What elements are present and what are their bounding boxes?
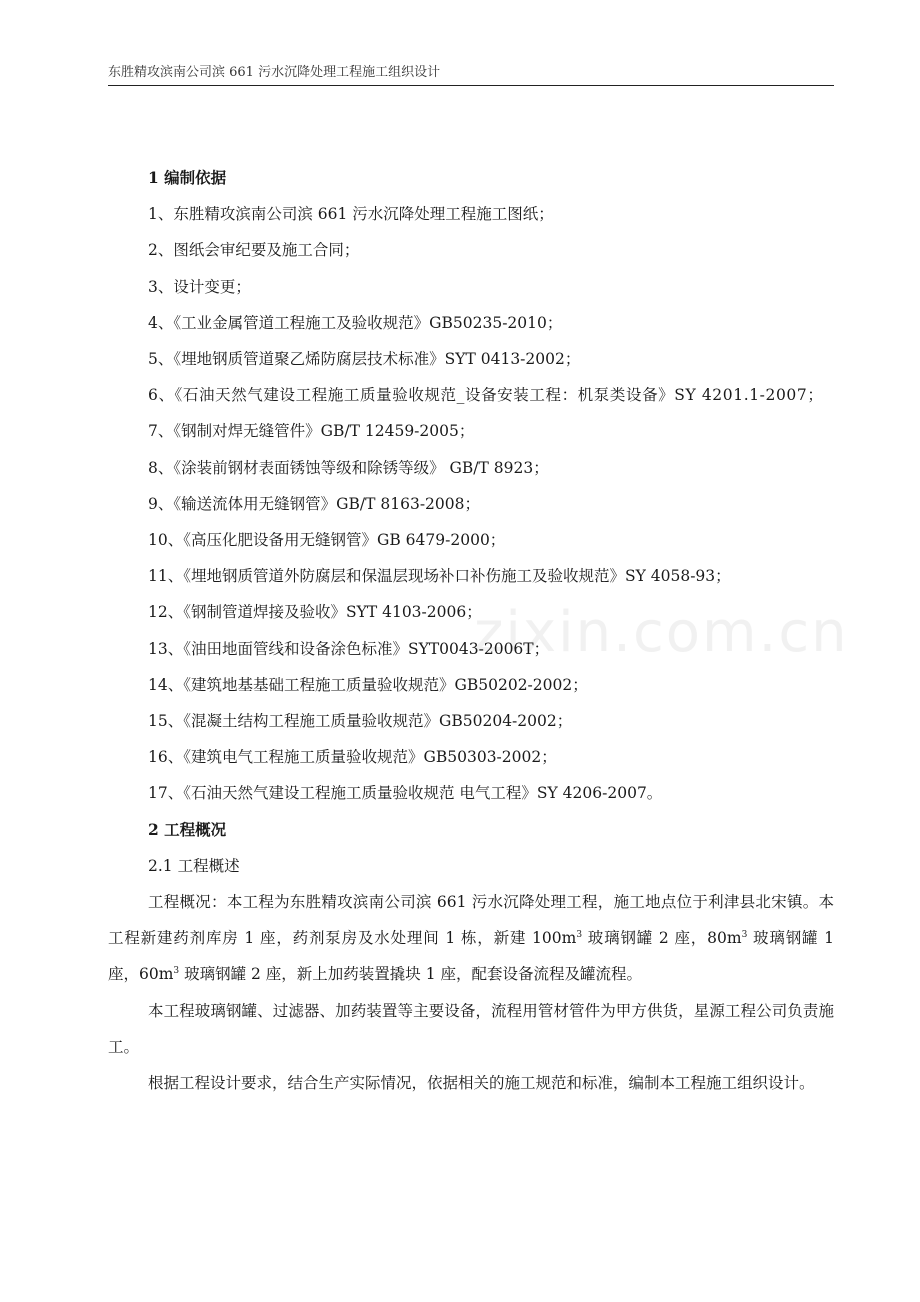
overview-text-b: 玻璃钢罐 2 座，80m [582, 929, 742, 948]
watermark: zixin.com.cn [474, 600, 849, 665]
page-header: 东胜精攻滨南公司滨 661 污水沉降处理工程施工组织设计 [108, 64, 834, 86]
overview-paragraph-1 [108, 884, 834, 993]
overview-text-d: 玻璃钢罐 2 座，新上加药装置撬块 1 座，配套设备流程及罐流程。 [179, 965, 643, 984]
reference-item-4: 4、《工业金属管道工程施工及验收规范》GB50235-2010； [148, 313, 563, 332]
reference-item-12: 12、《钢制管道焊接及验收》SYT 4103-2006； [148, 603, 482, 622]
reference-item-11: 11、《埋地钢质管道外防腐层和保温层现场补口补伤施工及验收规范》SY 4058-93； [148, 567, 731, 586]
reference-item-6: 6、《石油天然气建设工程施工质量验收规范_设备安装工程：机泵类设备》SY 4201.1-2007； [148, 386, 824, 405]
reference-item-13: 13、《油田地面管线和设备涂色标准》SYT0043-2006T； [148, 639, 550, 658]
superscript-3: 3 [741, 930, 748, 941]
reference-item-10: 10、《高压化肥设备用无缝钢管》GB 6479-2000； [148, 531, 506, 550]
overview-paragraph-3: 根据工程设计要求，结合生产实际情况，依据相关的施工规范和标准，编制本工程施工组织设计。 [148, 1074, 815, 1093]
superscript-3: 3 [173, 966, 180, 977]
reference-item-14: 14、《建筑地基基础工程施工质量验收规范》GB50202-2002； [148, 675, 588, 694]
overview-text-c: 玻璃钢罐 1 座，60m [108, 929, 834, 984]
reference-item-1: 1、东胜精攻滨南公司滨 661 污水沉降处理工程施工图纸； [148, 205, 554, 224]
reference-item-16: 16、《建筑电气工程施工质量验收规范》GB50303-2002； [148, 748, 557, 767]
reference-item-8: 8、《涂装前钢材表面锈蚀等级和除锈等级》 GB/T 8923； [148, 458, 549, 477]
reference-item-15: 15、《混凝土结构工程施工质量验收规范》GB50204-2002； [148, 712, 573, 731]
overview-text-a: 工程概况：本工程为东胜精攻滨南公司滨 661 污水沉降处理工程，施工地点位于利津县北宋镇。本工程新建药剂库房 1 座，药剂泵房及水处理间 1 栋，新建 100m [108, 893, 834, 948]
superscript-3: 3 [576, 930, 583, 941]
section-1-heading: 1 编制依据 [148, 168, 227, 187]
overview-paragraph-2: 本工程玻璃钢罐、过滤器、加药装置等主要设备，流程用管材管件为甲方供货，星源工程公司负责施工。 [108, 1001, 834, 1056]
reference-item-3: 3、设计变更； [148, 277, 251, 296]
section-2-1-heading: 2.1 工程概述 [148, 856, 240, 875]
document-body [108, 160, 834, 1101]
reference-item-7: 7、《钢制对焊无缝管件》GB/T 12459-2005； [148, 422, 475, 441]
reference-item-9: 9、《输送流体用无缝钢管》GB/T 8163-2008； [148, 494, 481, 513]
section-2-heading: 2 工程概况 [148, 819, 227, 839]
reference-item-5: 5、《埋地钢质管道聚乙烯防腐层技术标准》SYT 0413-2002； [148, 350, 581, 369]
reference-item-17: 17、《石油天然气建设工程施工质量验收规范 电气工程》SY 4206-2007。 [148, 784, 663, 803]
reference-item-2: 2、图纸会审纪要及施工合同； [148, 241, 360, 260]
